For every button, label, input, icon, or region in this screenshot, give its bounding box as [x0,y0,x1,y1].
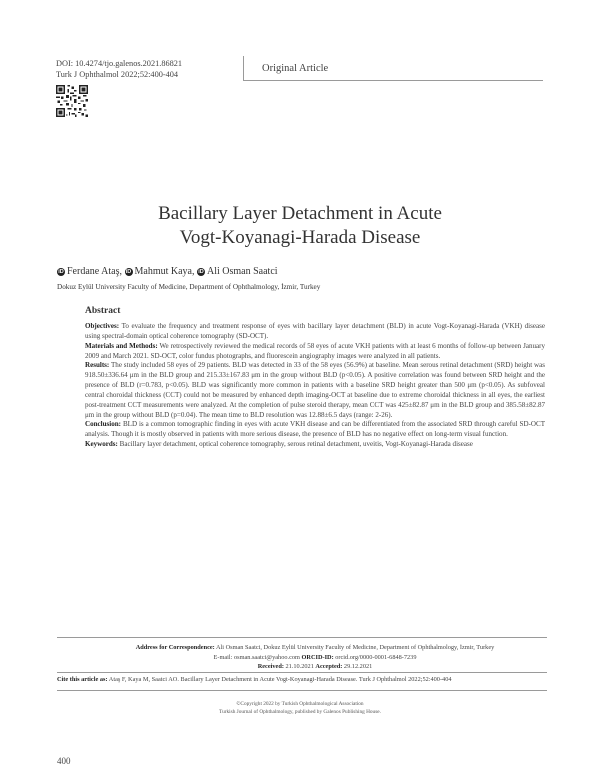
abstract-body [85,322,545,450]
author-list: iD Ferdane Ataş, iD Mahmut Kaya, iD Ali Osman Saatci [58,266,278,277]
doi[interactable]: DOI: 10.4274/tjo.galenos.2021.86821 [56,59,183,68]
affiliation: Dokuz Eylül University Faculty of Medicine, Department of Ophthalmology, İzmir, Turkey [57,283,321,291]
orcid-icon[interactable]: iD [198,269,204,275]
abstract-results: Results: The study included 58 eyes of 29 patients. BLD was detected in 33 of the 58 eyes (56.9%) at baseline. Mean serous retinal detachment (SRD) height was 918.50±336.64 μm in the BLD group and 215.33±167.83 μm in the group without BLD (p<0.05). A positive correlation was found between SRD height and the presence of BLD (r=0.783, p<0.05). BLD was significantly more common in patients with a baseline SRD height greater than 500 μm (p<0.05). As subfoveal central choroidal thickness (CCT) could not be measured by enhanced depth imaging-OCT at baseline due to extreme choroidal thickness in all eyes, the earliest post-treatment CCT measurements were analyzed. At the completion of pulse steroid therapy, mean CCT was 425±82.87 μm in the BLD group and 385.58±82.87 μm in the group without BLD (p=0.04). The mean time to BLD resolution was 12.88±6.5 days (range: 2-26). [85,361,545,419]
correspondence-email[interactable]: osman.saatci@yahoo.com [232,653,302,661]
accepted-date: 29.12.2021 [342,663,373,670]
correspondence-orcid[interactable]: orcid.org/0000-0001-6848-7239 [333,653,417,661]
abstract-conclusion: Conclusion: BLD is a common tomographic finding in eyes with acute VKH disease and can be differentiated from the associated SRD through careful SD-OCT analysis. Though it is mostly observed in patients with more serious disease, the presence of BLD has no negative effect on long-term visual function. [85,420,545,439]
received-date: 21.10.2021 [283,663,316,670]
orcid-icon[interactable]: iD [58,269,64,275]
citation-rule [57,672,547,673]
abstract-heading: Abstract [85,306,121,316]
abstract-methods: Materials and Methods: We retrospectively reviewed the medical records of 58 eyes of acute VKH patients with at least 6 months of follow-up between January 2009 and March 2021. SD-OCT, color fundus photographs, and fluorescein angiography images were analyzed in all patients. [85,341,546,360]
abstract-objectives: Objectives: To evaluate the frequency and treatment response of eyes with bacillary layer detachment (BLD) in acute Vogt-Koyanagi-Harada (VKH) disease using spectral-domain optical coherence tomography (SD-OCT). [85,322,545,340]
author-name: Ferdane Ataş [67,266,120,277]
correspondence-address: Ali Osman Saatci, Dokuz Eylül University Faculty of Medicine, Department of Ophthalmology, İzmir, Turkey [214,644,495,651]
article-title-line-1: Bacillary Layer Detachment in Acute [158,203,442,224]
orcid-icon[interactable]: iD [125,269,132,275]
footer-rule [57,637,547,638]
page-number: 400 [57,756,71,766]
copyright: ©Copyright 2022 by Turkish Ophthalmological Association Turkish Journal of Ophthalmology, published by Galenos Publishing House. [219,701,381,715]
citation: Cite this article as: Ataş F, Kaya M, Saatci AO. Bacillary Layer Detachment in Acute Vogt-Koyanagi-Harada Disease. Turk J Ophthalmol 2022;52:400-404 [57,676,452,683]
article-title-line-2: Vogt-Koyanagi-Harada Disease [179,227,421,248]
correspondence-block: Address for Correspondence: Ali Osman Saatci, Dokuz Eylül University Faculty of Medicine, Department of Ophthalmology, İzmir, Turkey E-mail: osman.saatci@yahoo.com ORCID-ID: orcid.org/0000-0001-6848-7239 Received: 21.10.2021 Accepted: 29.12.2021 [135,644,495,670]
author-name: Mahmut Kaya [134,266,192,277]
qr-code-icon [56,85,88,117]
journal-reference: Turk J Ophthalmol 2022;52:400-404 [56,70,179,79]
header-rule [243,80,543,81]
article-type: Original Article [262,63,329,74]
abstract-keywords: Keywords: Bacillary layer detachment, optical coherence tomography, serous retinal detachment, uveitis, Vogt-Koyanagi-Harada disease [85,440,473,449]
citation-bottom-rule [57,690,547,691]
header-divider [243,56,244,80]
author-name: Ali Osman Saatci [207,266,278,277]
